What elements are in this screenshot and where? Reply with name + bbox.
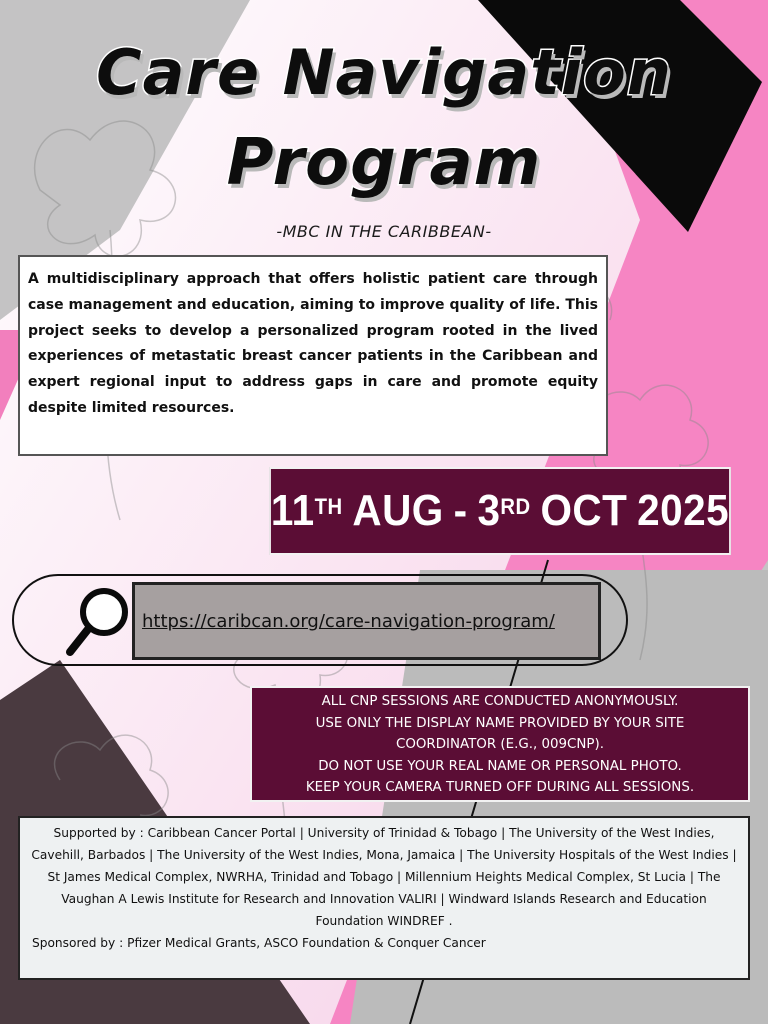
magnifying-glass-icon	[60, 584, 140, 664]
title-line-1: Care Navigation	[96, 36, 672, 109]
date-separator: -	[453, 486, 468, 535]
date-banner	[269, 467, 731, 555]
notice-line-5: KEEP YOUR CAMERA TURNED OFF DURING ALL SESSIONS.	[305, 780, 695, 795]
description-text: A multidisciplinary approach that offers holistic patient care through case management and education, aiming to improve quality of life. This project seeks to develop a personalized program rooted in the lived experiences of metastatic breast cancer patients in the Caribbean and expert regional input to address gaps in care and promote equity despite limited resources.	[28, 271, 598, 416]
supported-by-text: Supported by : Caribbean Cancer Portal | University of Trinidad & Tobago | The University of the West Indies, Cavehill, Barbados | The University of the West Indies, Mona, Jamaica | The University Hospitals of the West Indies | St James Medical Complex, NWRHA, Trinidad and Tobago | Millennium Heights Medical Complex, St Lucia | The Vaughan A Lewis Institute for Research and Innovation VALIRI | Windward Islands Research and Education Foundation WINDREF .	[31, 826, 737, 928]
start-day-suffix: TH	[314, 494, 343, 519]
end-day: 3	[477, 486, 501, 535]
start-day: 11	[270, 486, 315, 535]
subtitle: -MBC IN THE CARIBBEAN-	[276, 222, 492, 241]
title-line-2: Program	[226, 126, 542, 200]
url-box[interactable]	[132, 582, 601, 660]
anonymity-notice	[250, 686, 750, 802]
notice-line-4: DO NOT USE YOUR REAL NAME OR PERSONAL PHOTO.	[318, 758, 682, 774]
end-day-suffix: RD	[500, 494, 531, 519]
notice-line-2: USE ONLY THE DISPLAY NAME PROVIDED BY YOUR SITE	[315, 715, 685, 731]
start-month: AUG	[352, 486, 444, 535]
supporters-box	[18, 816, 750, 980]
sponsored-by-text: Sponsored by : Pfizer Medical Grants, ASCO Foundation & Conquer Cancer	[32, 936, 486, 950]
notice-line-3: COORDINATOR (E.G., 009CNP).	[396, 737, 604, 752]
notice-line-1: ALL CNP SESSIONS ARE CONDUCTED ANONYMOUSLY.	[321, 694, 679, 709]
year: 2025	[637, 486, 730, 535]
program-url-link[interactable]: https://caribcan.org/care-navigation-program/	[142, 610, 555, 632]
end-month: OCT	[540, 486, 628, 535]
description-box	[18, 255, 608, 456]
